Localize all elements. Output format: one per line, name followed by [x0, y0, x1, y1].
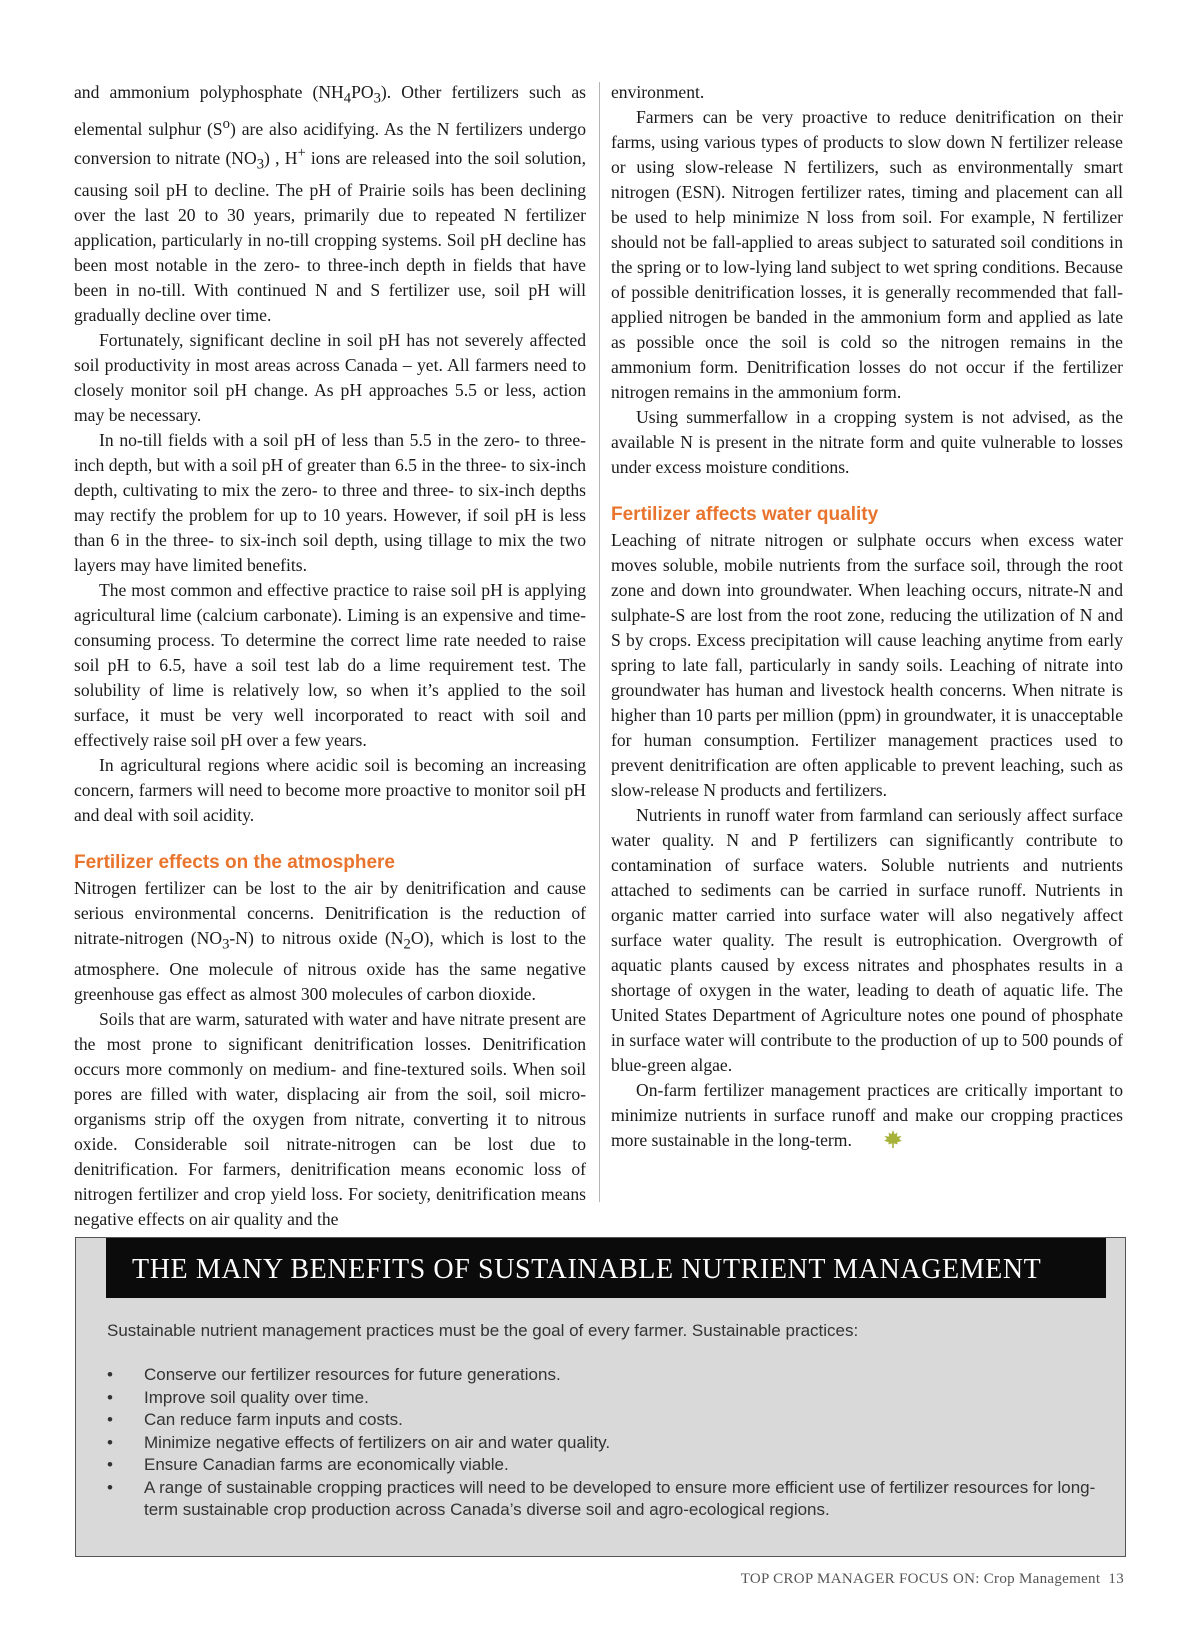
- paragraph: and ammonium polyphosphate $(NH_4PO_3)$. Other fertilizers such as elemental sulphur $(S^o)$ are also acidifying. As the N fertilizers undergo conversion to nitrate $(NO_3)$ , H+ ions are released into the soil solution, causing soil pH to decline. The pH of Prairie soils has been declining over the last 20 to 30 years, primarily due to repeated N fertilizer application, particularly in no-till cropping systems. Soil pH decline has been most notable in the zero- to three-inch depth in fields that have been in no-till. With continued N and S fertilizer use, soil pH will gradually decline over time.: [74, 82, 587, 325]
- list-item: • Improve soil quality over time.: [107, 1387, 369, 1407]
- list-item: • Ensure Canadian farms are economically viable.: [107, 1455, 509, 1474]
- paragraph: environment.: [611, 82, 705, 102]
- paragraph: Using summerfallow in a cropping system is not advised, as the available N is present in the nitrate form and quite vulnerable to losses under excess moisture conditions.: [611, 407, 1123, 477]
- paragraph: Nutrients in runoff water from farmland can seriously affect surface water quality. N and P fertilizers can significantly contribute to contamination of surface waters. Soluble nutrients and nutrients attached to sediments can be carried in surface runoff. Nutrients in organic matter carried into surface water will also negatively affect surface water quality. The result is eutrophication. Overgrowth of aquatic plants caused by excess nitrates and phosphates results in a shortage of oxygen in the water, leading to death of aquatic life. The United States Department of Agriculture notes one pound of phosphate in surface water will contribute to the production of up to 500 pounds of blue-green algae.: [611, 805, 1123, 1075]
- list-item: • Conserve our fertilizer resources for future generations.: [107, 1365, 561, 1384]
- list-item: • A range of sustainable cropping practices will need to be developed to ensure more efficient use of fertilizer resources for long-term sustainable crop production across Canada’s diverse soil and agro-ecological regions.: [107, 1477, 1096, 1519]
- sidebar-title: THE MANY BENEFITS OF SUSTAINABLE NUTRIENT MANAGEMENT: [106, 1238, 1106, 1298]
- column-divider: [599, 82, 600, 1202]
- paragraph: In no-till fields with a soil pH of less than 5.5 in the zero- to three-inch depth, but with a soil pH of greater than 6.5 in the three- to six-inch depth, cultivating to mix the zero- to three and three- to six-inch depths may rectify the problem for up to 10 years. However, if soil pH is less than 6 in the three- to six-inch soil depth, using tillage to mix the two layers may have limited benefits.: [74, 429, 586, 575]
- paragraph: Soils that are warm, saturated with water and have nitrate present are the most prone to significant denitrification losses. Denitrification occurs more commonly on medium- and fine-textured soils. When soil pores are filled with water, displacing air from the soil, soil micro-organisms strip off the oxygen from nitrate, converting it to nitrous oxide. Considerable soil nitrate-nitrogen can be lost due to denitrification. For farmers, denitrification means economic loss of nitrogen fertilizer and crop yield loss. For society, denitrification means negative effects on air quality and the: [74, 1009, 586, 1230]
- paragraph: Nitrogen fertilizer can be lost to the air by denitrification and cause serious environmental concerns. Denitrification is the reduction of nitrate-nitrogen $(NO_3-N)$ to nitrous oxide $(N_2O)$, which is lost to the atmosphere. One molecule of nitrous oxide has the same negative greenhouse gas effect as almost 300 molecules of carbon dioxide.: [74, 877, 586, 1005]
- paragraph: Fortunately, significant decline in soil pH has not severely affected soil productivity in most areas across Canada – yet. All farmers need to closely monitor soil pH change. As pH approaches 5.5 or less, action may be necessary.: [74, 329, 586, 425]
- paragraph: Leaching of nitrate nitrogen or sulphate occurs when excess water moves soluble, mobile nutrients from the surface soil, through the root zone and down into groundwater. When leaching occurs, nitrate-N and sulphate-S are lost from the root zone, reducing the utilization of N and S by crops. Excess precipitation will cause leaching anytime from early spring to late fall, particularly in sandy soils. Leaching of nitrate into groundwater has human and livestock health concerns. When nitrate is higher than 10 parts per million (ppm) in groundwater, it is unacceptable for human consumption. Fertilizer management practices used to prevent denitrification are often applicable to prevent leaching, such as slow-release N products and fertilizers.: [611, 530, 1123, 800]
- benefits-list: [107, 1364, 1097, 1522]
- paragraph: Farmers can be very proactive to reduce denitrification on their farms, using various types of products to slow down N fertilizer release or using slow-release N fertilizers, such as environmentally smart nitrogen (ESN). Nitrogen fertilizer rates, timing and placement can all be used to help minimize N loss from soil. For example, N fertilizer should not be fall-applied to areas subject to saturated soil conditions in the spring or to low-lying land subject to wet spring conditions. Because of possible denitrification losses, it is generally recommended that fall-applied nitrogen be banded in the ammonium form and applied as late as possible once the soil is cold so the nitrogen remains in the ammonium form. Denitrification losses do not occur if the fertilizer nitrogen remains in the ammonium form.: [611, 107, 1123, 402]
- right-column: [611, 80, 1123, 1156]
- left-column: [74, 80, 586, 1232]
- maple-leaf-icon: [858, 1129, 903, 1156]
- section-heading-water-quality: Fertilizer affects water quality: [611, 504, 879, 525]
- paragraph: In agricultural regions where acidic soil is becoming an increasing concern, farmers will need to become more proactive to monitor soil pH and deal with soil acidity.: [74, 754, 586, 825]
- benefits-sidebar-box: [75, 1237, 1126, 1557]
- list-item: • Can reduce farm inputs and costs.: [107, 1410, 403, 1429]
- sidebar-intro: Sustainable nutrient management practices must be the goal of every farmer. Sustainable practices:: [107, 1321, 859, 1340]
- page-number: 13: [1108, 1571, 1124, 1587]
- paragraph: On-farm fertilizer management practices are critically important to minimize nutrients in surface runoff and make our cropping practices more sustainable in the long-term.: [611, 1078, 1123, 1156]
- page-footer: [741, 1571, 1124, 1588]
- list-item: • Minimize negative effects of fertilizers on air and water quality.: [107, 1432, 611, 1452]
- paragraph: The most common and effective practice to raise soil pH is applying agricultural lime (calcium carbonate). Liming is an expensive and time-consuming process. To determine the correct lime rate needed to raise soil pH to 6.5, have a soil test lab do a lime requirement test. The solubility of lime is relatively low, so when it’s applied to the soil surface, it must be very well incorporated to react with soil and effectively raise soil pH over a few years.: [74, 579, 586, 750]
- section-heading-atmosphere: Fertilizer effects on the atmosphere: [74, 851, 395, 873]
- footer-publication: TOP CROP MANAGER FOCUS ON: Crop Management: [740, 1571, 1101, 1587]
